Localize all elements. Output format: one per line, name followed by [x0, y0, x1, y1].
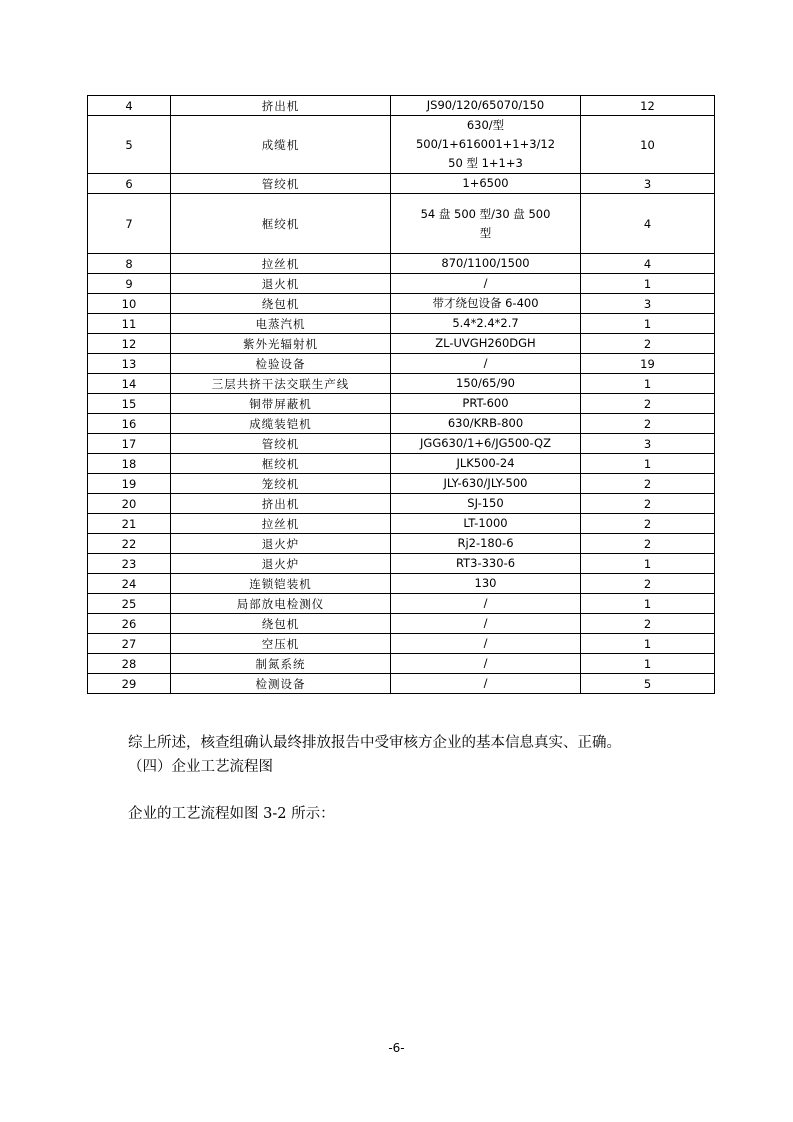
model-cell: /: [391, 594, 581, 614]
equipment-name-cell: 框绞机: [171, 454, 391, 474]
model-cell: LT-1000: [391, 514, 581, 534]
quantity-cell: 10: [581, 116, 715, 174]
model-cell: /: [391, 634, 581, 654]
equipment-name-cell: 退火炉: [171, 534, 391, 554]
quantity-cell: 2: [581, 494, 715, 514]
quantity-cell: 2: [581, 614, 715, 634]
table-row: [88, 174, 715, 194]
equipment-name-cell: 绕包机: [171, 614, 391, 634]
table-row: [88, 614, 715, 634]
row-number-cell: 17: [88, 434, 171, 454]
quantity-cell: 4: [581, 194, 715, 254]
equipment-name-cell: 检验设备: [171, 354, 391, 374]
quantity-cell: 2: [581, 474, 715, 494]
table-row: [88, 354, 715, 374]
model-cell: /: [391, 674, 581, 694]
row-number-cell: 8: [88, 254, 171, 274]
quantity-cell: 3: [581, 434, 715, 454]
model-cell: 630/KRB-800: [391, 414, 581, 434]
equipment-name-cell: 笼绞机: [171, 474, 391, 494]
model-cell: JLY-630/JLY-500: [391, 474, 581, 494]
row-number-cell: 24: [88, 574, 171, 594]
model-cell: /: [391, 354, 581, 374]
table-row: [88, 634, 715, 654]
quantity-cell: 1: [581, 634, 715, 654]
row-number-cell: 20: [88, 494, 171, 514]
row-number-cell: 15: [88, 394, 171, 414]
equipment-name-cell: 退火炉: [171, 554, 391, 574]
quantity-cell: 1: [581, 554, 715, 574]
equipment-name-cell: 拉丝机: [171, 254, 391, 274]
table-row: [88, 314, 715, 334]
table-row: [88, 674, 715, 694]
table-row: [88, 334, 715, 354]
equipment-name-cell: 挤出机: [171, 96, 391, 116]
row-number-cell: 21: [88, 514, 171, 534]
equipment-name-cell: 拉丝机: [171, 514, 391, 534]
equipment-name-cell: 检测设备: [171, 674, 391, 694]
table-row: [88, 434, 715, 454]
table-row: [88, 454, 715, 474]
quantity-cell: 2: [581, 574, 715, 594]
table-row: [88, 254, 715, 274]
flow-intro-text: 企业的工艺流程如图 3-2 所示：: [128, 806, 335, 822]
quantity-cell: 3: [581, 294, 715, 314]
equipment-name-cell: 局部放电检测仪: [171, 594, 391, 614]
row-number-cell: 28: [88, 654, 171, 674]
model-cell: JGG630/1+6/JG500-QZ: [391, 434, 581, 454]
table-row: [88, 514, 715, 534]
equipment-name-cell: 空压机: [171, 634, 391, 654]
row-number-cell: 19: [88, 474, 171, 494]
model-cell: /: [391, 614, 581, 634]
quantity-cell: 12: [581, 96, 715, 116]
equipment-name-cell: 退火机: [171, 274, 391, 294]
quantity-cell: 2: [581, 414, 715, 434]
model-cell: 130: [391, 574, 581, 594]
quantity-cell: 1: [581, 374, 715, 394]
equipment-name-cell: 挤出机: [171, 494, 391, 514]
quantity-cell: 2: [581, 534, 715, 554]
section-heading: （四）企业工艺流程图: [128, 759, 273, 775]
model-cell: /: [391, 654, 581, 674]
table-row: [88, 294, 715, 314]
model-cell: 150/65/90: [391, 374, 581, 394]
model-cell: ZL-UVGH260DGH: [391, 334, 581, 354]
equipment-name-cell: 框绞机: [171, 194, 391, 254]
row-number-cell: 22: [88, 534, 171, 554]
quantity-cell: 3: [581, 174, 715, 194]
row-number-cell: 25: [88, 594, 171, 614]
table-row: [88, 394, 715, 414]
model-cell: JLK500-24: [391, 454, 581, 474]
model-cell: 870/1100/1500: [391, 254, 581, 274]
model-cell: 带才绕包设备 6-400: [391, 294, 581, 314]
model-cell: PRT-600: [391, 394, 581, 414]
equipment-name-cell: 铜带屏蔽机: [171, 394, 391, 414]
table-row: [88, 96, 715, 116]
row-number-cell: 4: [88, 96, 171, 116]
row-number-cell: 12: [88, 334, 171, 354]
table-row: [88, 194, 715, 254]
row-number-cell: 13: [88, 354, 171, 374]
row-number-cell: 18: [88, 454, 171, 474]
table-row: [88, 654, 715, 674]
row-number-cell: 9: [88, 274, 171, 294]
row-number-cell: 16: [88, 414, 171, 434]
model-cell: 1+6500: [391, 174, 581, 194]
equipment-name-cell: 绕包机: [171, 294, 391, 314]
conclusion-text: 综上所述，核查组确认最终排放报告中受审核方企业的基本信息真实、正确。: [128, 735, 621, 751]
model-cell: 630/型 500/1+616001+1+3/12 50 型 1+1+3: [391, 116, 581, 174]
table-row: [88, 116, 715, 174]
model-cell: 5.4*2.4*2.7: [391, 314, 581, 334]
quantity-cell: 1: [581, 594, 715, 614]
quantity-cell: 1: [581, 654, 715, 674]
model-cell: JS90/120/65070/150: [391, 96, 581, 116]
table-row: [88, 274, 715, 294]
model-cell: /: [391, 274, 581, 294]
quantity-cell: 19: [581, 354, 715, 374]
page-number: -6-: [388, 1041, 405, 1055]
equipment-name-cell: 制氮系统: [171, 654, 391, 674]
model-cell: RT3-330-6: [391, 554, 581, 574]
table-row: [88, 474, 715, 494]
table-row: [88, 594, 715, 614]
row-number-cell: 26: [88, 614, 171, 634]
equipment-name-cell: 管绞机: [171, 434, 391, 454]
quantity-cell: 1: [581, 314, 715, 334]
quantity-cell: 1: [581, 454, 715, 474]
row-number-cell: 7: [88, 194, 171, 254]
table-row: [88, 534, 715, 554]
table-row: [88, 574, 715, 594]
table-row: [88, 554, 715, 574]
equipment-name-cell: 三层共挤干法交联生产线: [171, 374, 391, 394]
equipment-name-cell: 管绞机: [171, 174, 391, 194]
row-number-cell: 29: [88, 674, 171, 694]
row-number-cell: 6: [88, 174, 171, 194]
equipment-name-cell: 成缆装铠机: [171, 414, 391, 434]
table-row: [88, 374, 715, 394]
equipment-name-cell: 电蒸汽机: [171, 314, 391, 334]
quantity-cell: 5: [581, 674, 715, 694]
equipment-name-cell: 成缆机: [171, 116, 391, 174]
row-number-cell: 10: [88, 294, 171, 314]
quantity-cell: 4: [581, 254, 715, 274]
quantity-cell: 2: [581, 394, 715, 414]
table-row: [88, 414, 715, 434]
row-number-cell: 27: [88, 634, 171, 654]
quantity-cell: 2: [581, 514, 715, 534]
quantity-cell: 2: [581, 334, 715, 354]
equipment-name-cell: 连锁铠装机: [171, 574, 391, 594]
row-number-cell: 14: [88, 374, 171, 394]
table-row: [88, 494, 715, 514]
model-cell: 54 盘 500 型/30 盘 500 型: [391, 194, 581, 254]
equipment-name-cell: 紫外光辐射机: [171, 334, 391, 354]
model-cell: SJ-150: [391, 494, 581, 514]
row-number-cell: 11: [88, 314, 171, 334]
row-number-cell: 5: [88, 116, 171, 174]
model-cell: Rj2-180-6: [391, 534, 581, 554]
equipment-table: [87, 95, 715, 694]
quantity-cell: 1: [581, 274, 715, 294]
row-number-cell: 23: [88, 554, 171, 574]
